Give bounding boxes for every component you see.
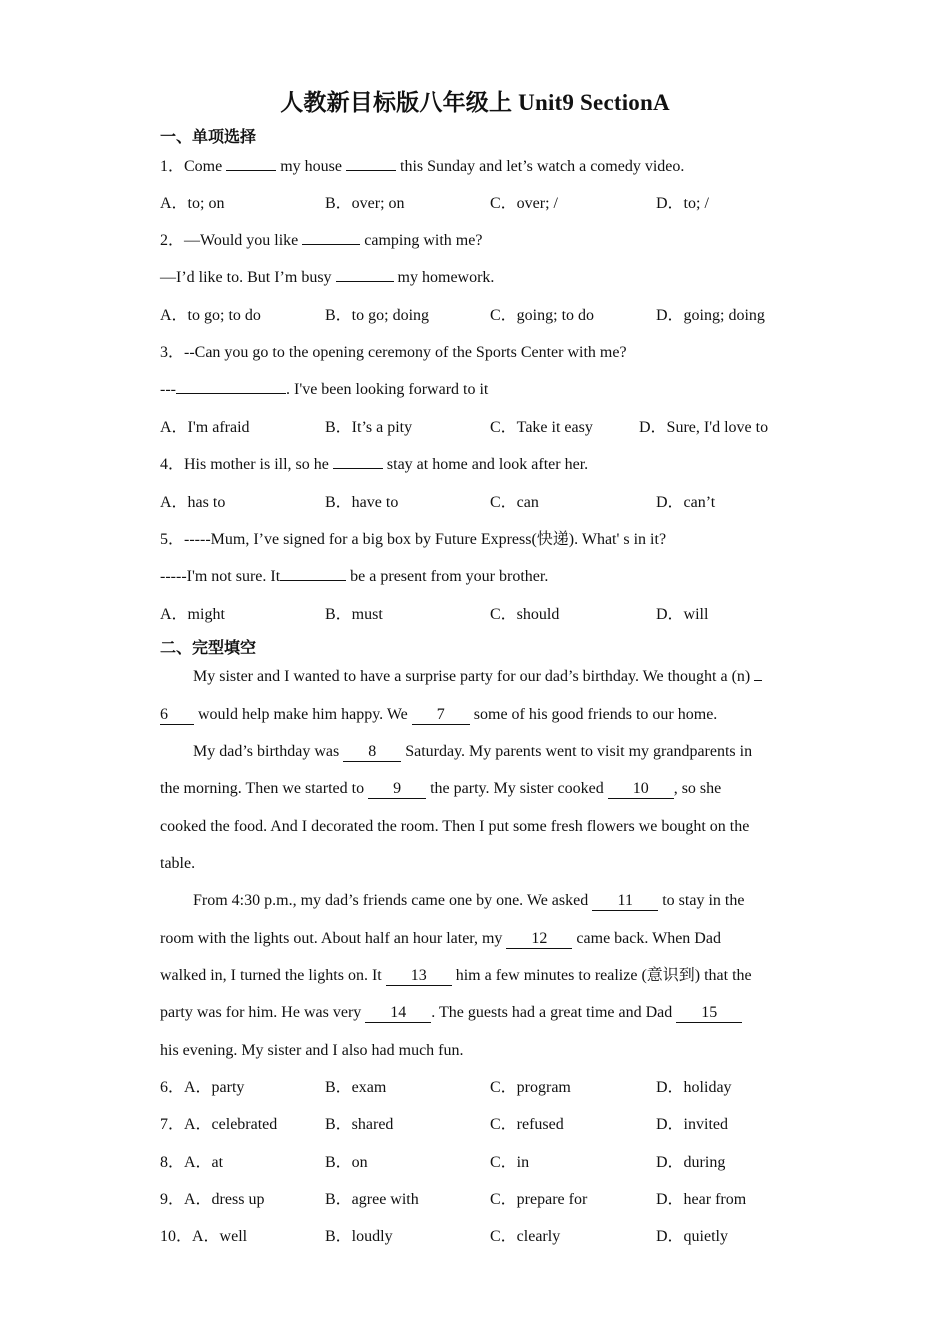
option-c: C．clearly [490, 1228, 561, 1245]
question-3-response: --- . I've been looking forward to it [160, 381, 489, 398]
option-c: C．refused [490, 1116, 564, 1133]
option-d: D．during [656, 1154, 726, 1171]
passage-line: his evening. My sister and I also had much fun. [160, 1042, 464, 1059]
passage-line: From 4:30 p.m., my dad’s friends came one by one. We asked 11 to stay in the [193, 892, 745, 909]
blank-10: 10 [608, 780, 674, 799]
blank-9: 9 [368, 780, 426, 799]
option-a: A．I'm afraid [160, 419, 250, 436]
option-d: D．Sure, I'd love to [639, 419, 769, 436]
option-c: C．going; to do [490, 307, 595, 324]
question-2-stem: 2．—Would you like camping with me? [160, 232, 483, 249]
passage-line: My dad’s birthday was 8 Saturday. My parents went to visit my grandparents in [193, 743, 753, 760]
option-a: A．might [160, 606, 225, 623]
option-a: 7．A．celebrated [160, 1116, 278, 1133]
passage-line: cooked the food. And I decorated the room. Then I put some fresh flowers we bought on the [160, 818, 750, 835]
option-d: D．to; / [656, 195, 709, 212]
answer-blank [302, 244, 360, 245]
answer-blank [754, 680, 762, 681]
option-b: B．loudly [325, 1228, 393, 1245]
option-b: B．It’s a pity [325, 419, 413, 436]
question-3-stem: 3．--Can you go to the opening ceremony of the Sports Center with me? [160, 344, 627, 361]
option-c: C．program [490, 1079, 571, 1096]
blank-6: 6 [160, 706, 194, 725]
option-a: 9．A．dress up [160, 1191, 265, 1208]
option-b: B．must [325, 606, 383, 623]
option-d: D．can’t [656, 494, 716, 511]
option-a: 8．A．at [160, 1154, 224, 1171]
answer-blank [346, 170, 396, 171]
option-c: C．Take it easy [490, 419, 593, 436]
answer-blank [333, 468, 383, 469]
passage-line: 6 would help make him happy. We 7 some of his good friends to our home. [160, 706, 718, 723]
section-heading-cloze: 二、完型填空 [160, 638, 257, 657]
passage-line: the morning. Then we started to 9 the party. My sister cooked 10 , so she [160, 780, 722, 797]
option-c: C．prepare for [490, 1191, 588, 1208]
option-c: C．in [490, 1154, 530, 1171]
option-b: B．exam [325, 1079, 387, 1096]
blank-12: 12 [506, 930, 572, 949]
passage-line: walked in, I turned the lights on. It 13 him a few minutes to realize (意识到) that the [160, 967, 752, 984]
option-d: D．hear from [656, 1191, 747, 1208]
option-a: A．has to [160, 494, 226, 511]
passage-line: party was for him. He was very 14 . The guests had a great time and Dad 15 [160, 1003, 742, 1023]
answer-blank [280, 580, 346, 581]
option-d: D．will [656, 606, 709, 623]
blank-7: 7 [412, 706, 470, 725]
blank-15: 15 [676, 1004, 742, 1023]
section-heading-single-choice: 一、单项选择 [160, 127, 257, 146]
passage-line: room with the lights out. About half an hour later, my 12 came back. When Dad [160, 930, 721, 947]
option-b: B．agree with [325, 1191, 419, 1208]
option-a: 6．A．party [160, 1079, 245, 1096]
answer-blank [226, 170, 276, 171]
option-b: B．on [325, 1154, 368, 1171]
option-d: D．holiday [656, 1079, 732, 1096]
option-d: D．quietly [656, 1228, 728, 1245]
page-title: 人教新目标版八年级上 Unit9 SectionA [280, 90, 670, 115]
passage-line: My sister and I wanted to have a surprise party for our dad’s birthday. We thought a (n) [193, 667, 762, 687]
blank-14: 14 [365, 1004, 431, 1023]
option-a: A．to go; to do [160, 307, 261, 324]
option-a: A．to; on [160, 195, 225, 212]
blank-13: 13 [386, 967, 452, 986]
option-b: B．over; on [325, 195, 405, 212]
blank-8: 8 [343, 743, 401, 762]
option-c: C．over; / [490, 195, 558, 212]
option-d: D．going; doing [656, 307, 765, 324]
question-4-stem: 4．His mother is ill, so he stay at home and look after her. [160, 456, 589, 473]
passage-line: table. [160, 855, 196, 872]
blank-11: 11 [592, 892, 658, 911]
question-5-response: -----I'm not sure. It be a present from your brother. [160, 568, 549, 585]
option-c: C．should [490, 606, 560, 623]
answer-blank [176, 393, 286, 394]
option-d: D．invited [656, 1116, 728, 1133]
option-b: B．to go; doing [325, 307, 430, 324]
question-5-stem: 5．-----Mum, I’ve signed for a big box by Future Express(快递). What' s in it? [160, 531, 667, 548]
option-b: B．have to [325, 494, 399, 511]
option-a: 10．A．well [160, 1228, 248, 1245]
option-b: B．shared [325, 1116, 394, 1133]
question-1-stem: 1．Come my house this Sunday and let’s watch a comedy video. [160, 158, 685, 175]
question-2-response: —I’d like to. But I’m busy my homework. [160, 269, 495, 286]
option-c: C．can [490, 494, 539, 511]
answer-blank [336, 281, 394, 282]
